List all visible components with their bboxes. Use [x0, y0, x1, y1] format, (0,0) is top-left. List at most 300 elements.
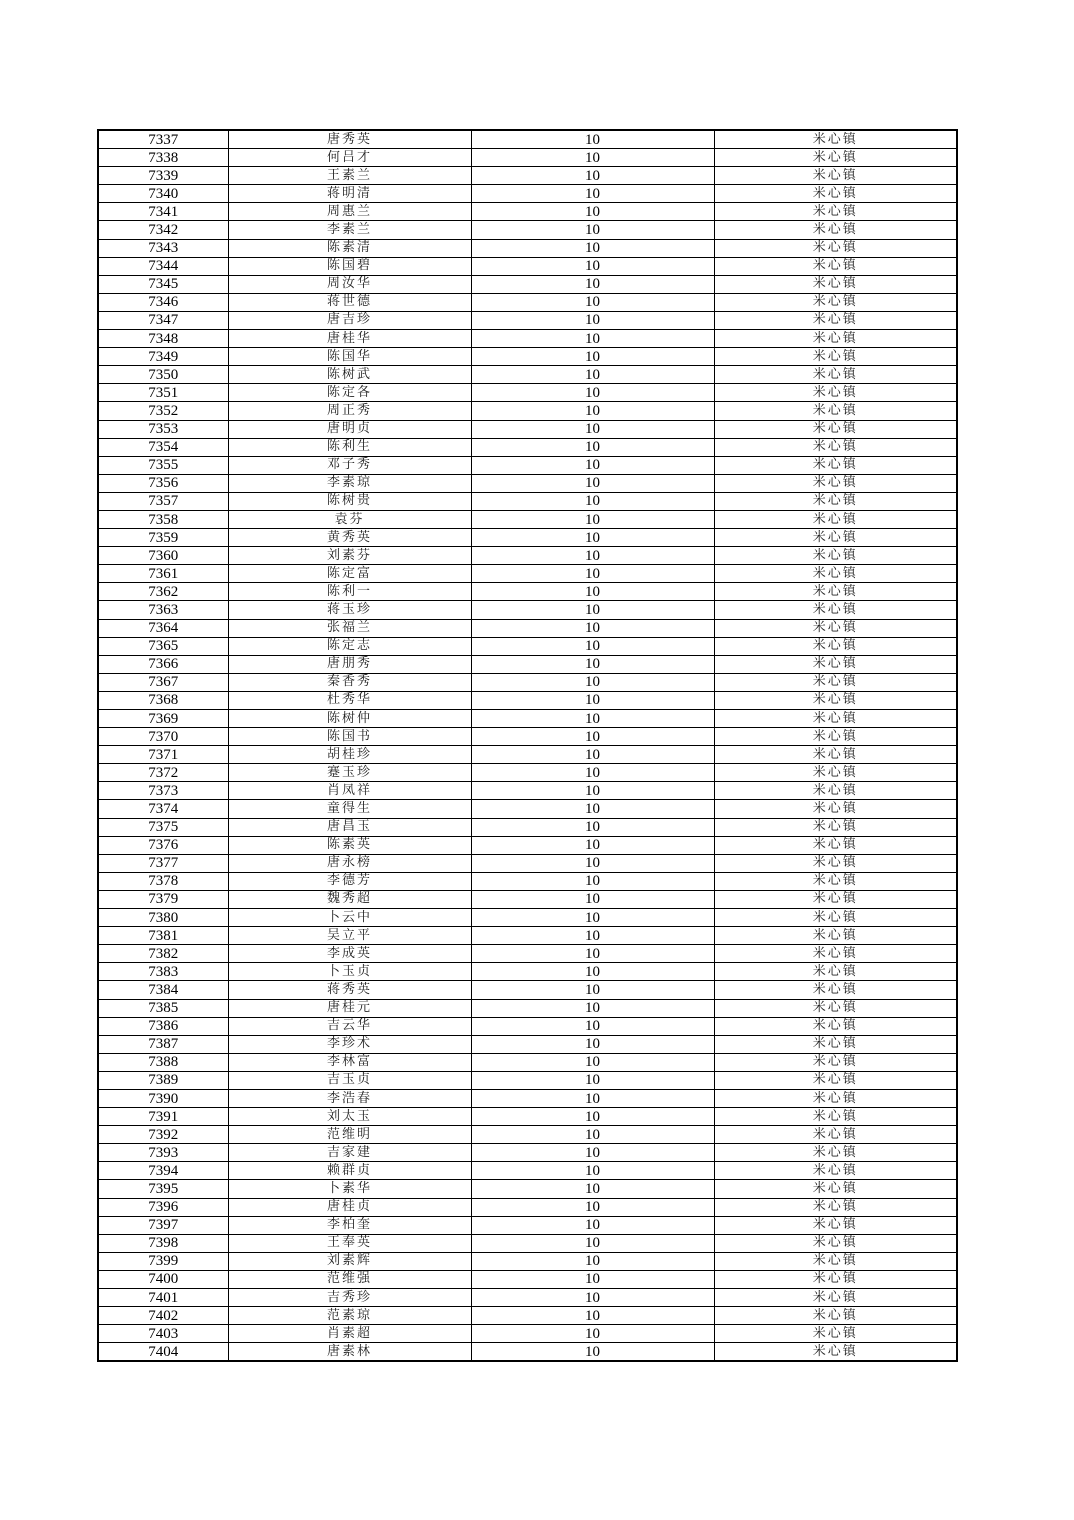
row-number-cell: 7364: [98, 619, 228, 637]
town-name-cell: 米心镇: [714, 474, 957, 492]
row-number-cell: 7361: [98, 565, 228, 583]
person-name-cell: 陈国华: [228, 348, 471, 366]
row-number-cell: 7370: [98, 728, 228, 746]
person-name-cell: 吉云华: [228, 1017, 471, 1035]
person-name-cell: 秦香秀: [228, 673, 471, 691]
table-row: [98, 945, 957, 963]
table-row: [98, 402, 957, 420]
town-name-cell: 米心镇: [714, 1252, 957, 1270]
amount-cell: 10: [471, 1307, 714, 1325]
person-name-cell: 唐秀英: [228, 130, 471, 149]
town-name-cell: 米心镇: [714, 366, 957, 384]
amount-cell: 10: [471, 1126, 714, 1144]
amount-cell: 10: [471, 149, 714, 167]
table-row: [98, 963, 957, 981]
town-name-cell: 米心镇: [714, 1162, 957, 1180]
town-name-cell: 米心镇: [714, 909, 957, 927]
person-name-cell: 何吕才: [228, 149, 471, 167]
row-number-cell: 7396: [98, 1198, 228, 1216]
row-number-cell: 7391: [98, 1108, 228, 1126]
table-row: [98, 203, 957, 221]
row-number-cell: 7363: [98, 601, 228, 619]
row-number-cell: 7368: [98, 691, 228, 709]
person-name-cell: 陈国碧: [228, 257, 471, 275]
amount-cell: 10: [471, 1017, 714, 1035]
table-row: [98, 836, 957, 854]
town-name-cell: 米心镇: [714, 619, 957, 637]
amount-cell: 10: [471, 293, 714, 311]
amount-cell: 10: [471, 221, 714, 239]
town-name-cell: 米心镇: [714, 1198, 957, 1216]
town-name-cell: 米心镇: [714, 710, 957, 728]
row-number-cell: 7348: [98, 330, 228, 348]
person-name-cell: 蒋玉珍: [228, 601, 471, 619]
table-row: [98, 1035, 957, 1053]
table-row: [98, 330, 957, 348]
table-row: [98, 909, 957, 927]
town-name-cell: 米心镇: [714, 1144, 957, 1162]
town-name-cell: 米心镇: [714, 547, 957, 565]
table-row: [98, 348, 957, 366]
person-name-cell: 李浩春: [228, 1089, 471, 1107]
table-row: [98, 1126, 957, 1144]
person-name-cell: 周正秀: [228, 402, 471, 420]
town-name-cell: 米心镇: [714, 221, 957, 239]
town-name-cell: 米心镇: [714, 1180, 957, 1198]
table-row: [98, 981, 957, 999]
table-row: [98, 167, 957, 185]
town-name-cell: 米心镇: [714, 1307, 957, 1325]
amount-cell: 10: [471, 854, 714, 872]
table-row: [98, 1198, 957, 1216]
amount-cell: 10: [471, 1180, 714, 1198]
amount-cell: 10: [471, 583, 714, 601]
town-name-cell: 米心镇: [714, 149, 957, 167]
row-number-cell: 7352: [98, 402, 228, 420]
person-name-cell: 李素琼: [228, 474, 471, 492]
row-number-cell: 7344: [98, 257, 228, 275]
table-row: [98, 764, 957, 782]
town-name-cell: 米心镇: [714, 384, 957, 402]
amount-cell: 10: [471, 836, 714, 854]
row-number-cell: 7351: [98, 384, 228, 402]
amount-cell: 10: [471, 655, 714, 673]
person-name-cell: 肖素超: [228, 1325, 471, 1343]
amount-cell: 10: [471, 384, 714, 402]
row-number-cell: 7357: [98, 492, 228, 510]
amount-cell: 10: [471, 728, 714, 746]
town-name-cell: 米心镇: [714, 167, 957, 185]
row-number-cell: 7371: [98, 746, 228, 764]
table-row: [98, 655, 957, 673]
amount-cell: 10: [471, 547, 714, 565]
amount-cell: 10: [471, 818, 714, 836]
town-name-cell: 米心镇: [714, 927, 957, 945]
amount-cell: 10: [471, 673, 714, 691]
town-name-cell: 米心镇: [714, 1270, 957, 1288]
town-name-cell: 米心镇: [714, 764, 957, 782]
row-number-cell: 7388: [98, 1053, 228, 1071]
town-name-cell: 米心镇: [714, 601, 957, 619]
row-number-cell: 7362: [98, 583, 228, 601]
town-name-cell: 米心镇: [714, 800, 957, 818]
row-number-cell: 7395: [98, 1180, 228, 1198]
table-row: [98, 1343, 957, 1362]
person-name-cell: 赖群贞: [228, 1162, 471, 1180]
table-row: [98, 438, 957, 456]
row-number-cell: 7398: [98, 1234, 228, 1252]
town-name-cell: 米心镇: [714, 782, 957, 800]
person-name-cell: 肖凤祥: [228, 782, 471, 800]
table-row: [98, 547, 957, 565]
person-name-cell: 刘素芬: [228, 547, 471, 565]
amount-cell: 10: [471, 963, 714, 981]
town-name-cell: 米心镇: [714, 529, 957, 547]
amount-cell: 10: [471, 637, 714, 655]
amount-cell: 10: [471, 257, 714, 275]
person-name-cell: 范维明: [228, 1126, 471, 1144]
amount-cell: 10: [471, 601, 714, 619]
table-row: [98, 456, 957, 474]
amount-cell: 10: [471, 1035, 714, 1053]
row-number-cell: 7379: [98, 890, 228, 908]
person-name-cell: 吉家建: [228, 1144, 471, 1162]
table-row: [98, 691, 957, 709]
row-number-cell: 7376: [98, 836, 228, 854]
person-name-cell: 李柏奎: [228, 1216, 471, 1234]
amount-cell: 10: [471, 1144, 714, 1162]
person-name-cell: 李珍术: [228, 1035, 471, 1053]
row-number-cell: 7355: [98, 456, 228, 474]
person-name-cell: 陈树仲: [228, 710, 471, 728]
person-name-cell: 陈树贵: [228, 492, 471, 510]
table-row: [98, 818, 957, 836]
town-name-cell: 米心镇: [714, 1071, 957, 1089]
town-name-cell: 米心镇: [714, 963, 957, 981]
amount-cell: 10: [471, 529, 714, 547]
roster-table: [97, 129, 958, 1362]
amount-cell: 10: [471, 710, 714, 728]
amount-cell: 10: [471, 203, 714, 221]
amount-cell: 10: [471, 510, 714, 528]
town-name-cell: 米心镇: [714, 637, 957, 655]
person-name-cell: 周惠兰: [228, 203, 471, 221]
row-number-cell: 7384: [98, 981, 228, 999]
row-number-cell: 7374: [98, 800, 228, 818]
table-row: [98, 890, 957, 908]
row-number-cell: 7389: [98, 1071, 228, 1089]
row-number-cell: 7381: [98, 927, 228, 945]
amount-cell: 10: [471, 1162, 714, 1180]
row-number-cell: 7356: [98, 474, 228, 492]
town-name-cell: 米心镇: [714, 981, 957, 999]
amount-cell: 10: [471, 746, 714, 764]
row-number-cell: 7403: [98, 1325, 228, 1343]
amount-cell: 10: [471, 456, 714, 474]
row-number-cell: 7339: [98, 167, 228, 185]
table-row: [98, 221, 957, 239]
town-name-cell: 米心镇: [714, 348, 957, 366]
person-name-cell: 陈定富: [228, 565, 471, 583]
amount-cell: 10: [471, 945, 714, 963]
amount-cell: 10: [471, 1198, 714, 1216]
amount-cell: 10: [471, 1071, 714, 1089]
town-name-cell: 米心镇: [714, 1216, 957, 1234]
table-row: [98, 1216, 957, 1234]
town-name-cell: 米心镇: [714, 185, 957, 203]
amount-cell: 10: [471, 1270, 714, 1288]
table-row: [98, 239, 957, 257]
table-row: [98, 384, 957, 402]
table-row: [98, 1017, 957, 1035]
amount-cell: 10: [471, 420, 714, 438]
person-name-cell: 唐昌玉: [228, 818, 471, 836]
person-name-cell: 李素兰: [228, 221, 471, 239]
row-number-cell: 7385: [98, 999, 228, 1017]
person-name-cell: 蒋明清: [228, 185, 471, 203]
person-name-cell: 蒋秀英: [228, 981, 471, 999]
town-name-cell: 米心镇: [714, 728, 957, 746]
town-name-cell: 米心镇: [714, 746, 957, 764]
table-row: [98, 872, 957, 890]
person-name-cell: 唐吉珍: [228, 311, 471, 329]
table-row: [98, 275, 957, 293]
row-number-cell: 7401: [98, 1289, 228, 1307]
town-name-cell: 米心镇: [714, 438, 957, 456]
amount-cell: 10: [471, 1216, 714, 1234]
town-name-cell: 米心镇: [714, 1343, 957, 1362]
table-row: [98, 510, 957, 528]
row-number-cell: 7394: [98, 1162, 228, 1180]
table-row: [98, 800, 957, 818]
person-name-cell: 王素兰: [228, 167, 471, 185]
person-name-cell: 刘素辉: [228, 1252, 471, 1270]
town-name-cell: 米心镇: [714, 854, 957, 872]
row-number-cell: 7383: [98, 963, 228, 981]
roster-table-body: [98, 130, 957, 1361]
row-number-cell: 7342: [98, 221, 228, 239]
person-name-cell: 唐桂华: [228, 330, 471, 348]
person-name-cell: 李林富: [228, 1053, 471, 1071]
person-name-cell: 吉玉贞: [228, 1071, 471, 1089]
table-row: [98, 1108, 957, 1126]
person-name-cell: 卜素华: [228, 1180, 471, 1198]
table-row: [98, 257, 957, 275]
amount-cell: 10: [471, 1089, 714, 1107]
amount-cell: 10: [471, 999, 714, 1017]
amount-cell: 10: [471, 1108, 714, 1126]
town-name-cell: 米心镇: [714, 130, 957, 149]
town-name-cell: 米心镇: [714, 1325, 957, 1343]
row-number-cell: 7343: [98, 239, 228, 257]
person-name-cell: 李德芳: [228, 872, 471, 890]
amount-cell: 10: [471, 1252, 714, 1270]
person-name-cell: 刘太玉: [228, 1108, 471, 1126]
amount-cell: 10: [471, 1289, 714, 1307]
row-number-cell: 7337: [98, 130, 228, 149]
row-number-cell: 7400: [98, 1270, 228, 1288]
person-name-cell: 陈素英: [228, 836, 471, 854]
row-number-cell: 7402: [98, 1307, 228, 1325]
town-name-cell: 米心镇: [714, 1053, 957, 1071]
person-name-cell: 王奉英: [228, 1234, 471, 1252]
person-name-cell: 黄秀英: [228, 529, 471, 547]
town-name-cell: 米心镇: [714, 1017, 957, 1035]
table-row: [98, 1053, 957, 1071]
person-name-cell: 杜秀华: [228, 691, 471, 709]
table-row: [98, 1144, 957, 1162]
person-name-cell: 范素琼: [228, 1307, 471, 1325]
table-row: [98, 673, 957, 691]
town-name-cell: 米心镇: [714, 691, 957, 709]
town-name-cell: 米心镇: [714, 655, 957, 673]
person-name-cell: 陈利生: [228, 438, 471, 456]
table-row: [98, 583, 957, 601]
table-row: [98, 1162, 957, 1180]
person-name-cell: 卜云中: [228, 909, 471, 927]
row-number-cell: 7340: [98, 185, 228, 203]
table-row: [98, 529, 957, 547]
row-number-cell: 7375: [98, 818, 228, 836]
amount-cell: 10: [471, 927, 714, 945]
amount-cell: 10: [471, 800, 714, 818]
table-row: [98, 619, 957, 637]
amount-cell: 10: [471, 1234, 714, 1252]
table-row: [98, 366, 957, 384]
row-number-cell: 7353: [98, 420, 228, 438]
table-row: [98, 1289, 957, 1307]
amount-cell: 10: [471, 348, 714, 366]
amount-cell: 10: [471, 330, 714, 348]
row-number-cell: 7399: [98, 1252, 228, 1270]
person-name-cell: 陈国书: [228, 728, 471, 746]
person-name-cell: 袁芬: [228, 510, 471, 528]
person-name-cell: 陈利一: [228, 583, 471, 601]
amount-cell: 10: [471, 311, 714, 329]
amount-cell: 10: [471, 872, 714, 890]
row-number-cell: 7377: [98, 854, 228, 872]
amount-cell: 10: [471, 492, 714, 510]
person-name-cell: 卜玉贞: [228, 963, 471, 981]
table-row: [98, 149, 957, 167]
person-name-cell: 陈定志: [228, 637, 471, 655]
town-name-cell: 米心镇: [714, 1289, 957, 1307]
person-name-cell: 唐素林: [228, 1343, 471, 1362]
table-row: [98, 1325, 957, 1343]
row-number-cell: 7382: [98, 945, 228, 963]
town-name-cell: 米心镇: [714, 203, 957, 221]
person-name-cell: 童得生: [228, 800, 471, 818]
row-number-cell: 7349: [98, 348, 228, 366]
table-row: [98, 492, 957, 510]
row-number-cell: 7392: [98, 1126, 228, 1144]
row-number-cell: 7387: [98, 1035, 228, 1053]
person-name-cell: 唐朋秀: [228, 655, 471, 673]
amount-cell: 10: [471, 275, 714, 293]
row-number-cell: 7346: [98, 293, 228, 311]
amount-cell: 10: [471, 1343, 714, 1362]
town-name-cell: 米心镇: [714, 673, 957, 691]
table-row: [98, 293, 957, 311]
person-name-cell: 唐明贞: [228, 420, 471, 438]
town-name-cell: 米心镇: [714, 872, 957, 890]
person-name-cell: 吴立平: [228, 927, 471, 945]
table-row: [98, 1234, 957, 1252]
person-name-cell: 蒋世德: [228, 293, 471, 311]
person-name-cell: 陈定各: [228, 384, 471, 402]
town-name-cell: 米心镇: [714, 456, 957, 474]
row-number-cell: 7341: [98, 203, 228, 221]
table-row: [98, 474, 957, 492]
table-row: [98, 565, 957, 583]
amount-cell: 10: [471, 130, 714, 149]
town-name-cell: 米心镇: [714, 1089, 957, 1107]
person-name-cell: 唐桂贞: [228, 1198, 471, 1216]
table-row: [98, 999, 957, 1017]
amount-cell: 10: [471, 1053, 714, 1071]
table-row: [98, 782, 957, 800]
table-row: [98, 927, 957, 945]
amount-cell: 10: [471, 474, 714, 492]
row-number-cell: 7350: [98, 366, 228, 384]
row-number-cell: 7404: [98, 1343, 228, 1362]
row-number-cell: 7360: [98, 547, 228, 565]
amount-cell: 10: [471, 366, 714, 384]
table-row: [98, 130, 957, 149]
person-name-cell: 周汝华: [228, 275, 471, 293]
table-row: [98, 637, 957, 655]
amount-cell: 10: [471, 167, 714, 185]
row-number-cell: 7354: [98, 438, 228, 456]
row-number-cell: 7390: [98, 1089, 228, 1107]
town-name-cell: 米心镇: [714, 583, 957, 601]
town-name-cell: 米心镇: [714, 257, 957, 275]
table-row: [98, 601, 957, 619]
person-name-cell: 张福兰: [228, 619, 471, 637]
row-number-cell: 7345: [98, 275, 228, 293]
row-number-cell: 7367: [98, 673, 228, 691]
amount-cell: 10: [471, 691, 714, 709]
row-number-cell: 7369: [98, 710, 228, 728]
row-number-cell: 7347: [98, 311, 228, 329]
table-row: [98, 1307, 957, 1325]
town-name-cell: 米心镇: [714, 999, 957, 1017]
amount-cell: 10: [471, 565, 714, 583]
person-name-cell: 蹇玉珍: [228, 764, 471, 782]
row-number-cell: 7397: [98, 1216, 228, 1234]
amount-cell: 10: [471, 764, 714, 782]
table-row: [98, 311, 957, 329]
person-name-cell: 唐永榜: [228, 854, 471, 872]
town-name-cell: 米心镇: [714, 890, 957, 908]
person-name-cell: 李成英: [228, 945, 471, 963]
town-name-cell: 米心镇: [714, 1108, 957, 1126]
amount-cell: 10: [471, 981, 714, 999]
row-number-cell: 7365: [98, 637, 228, 655]
amount-cell: 10: [471, 239, 714, 257]
amount-cell: 10: [471, 185, 714, 203]
person-name-cell: 魏秀超: [228, 890, 471, 908]
amount-cell: 10: [471, 909, 714, 927]
table-row: [98, 710, 957, 728]
table-row: [98, 746, 957, 764]
amount-cell: 10: [471, 619, 714, 637]
row-number-cell: 7359: [98, 529, 228, 547]
row-number-cell: 7358: [98, 510, 228, 528]
town-name-cell: 米心镇: [714, 239, 957, 257]
row-number-cell: 7393: [98, 1144, 228, 1162]
amount-cell: 10: [471, 438, 714, 456]
